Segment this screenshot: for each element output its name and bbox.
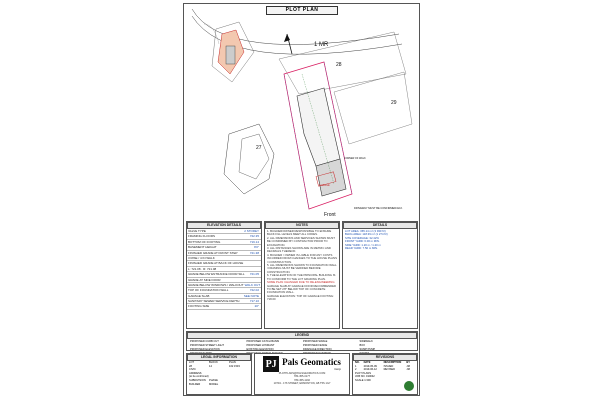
elevation-value <box>243 261 261 265</box>
street-label: 1 MR <box>314 42 329 48</box>
legend-item: PROPOSED STREET LIGHT <box>190 343 224 347</box>
garage-elevation-note: GARAGE ELEVATION: TOP OF GARAGE FOOTING: 718.00 <box>267 293 334 302</box>
neighbour-house-west <box>224 124 274 194</box>
garage-slab-note: GARAGE SLAB AT GARAGE DOOR RECOMMENDED TO BE SET 2'8" BELOW TOP OF CONCRETE FOUNDATION WALL. <box>267 283 337 295</box>
proposed-house <box>297 88 340 166</box>
revision-cell: JM <box>406 368 410 372</box>
lot-number-west: 27 <box>256 145 262 151</box>
elevation-label: 3 RISE / 4 IN WALK <box>188 255 215 260</box>
sheet-title: PLOT PLAN <box>266 6 338 15</box>
legend-item: PROPOSED SWALE <box>303 340 328 343</box>
legal-cell: CIVIC ADDRESS <box>189 368 202 375</box>
revisions-header: REVISIONS <box>353 354 417 361</box>
company-phone: 780-455-3177 <box>293 375 311 379</box>
note-line: 4. BUILDER / OWNER IS LIABLE FOR ANY COSTS INCURRED FROM CHANGES TO THE HOUSE PLANS / CONSTRUCTION. <box>267 252 337 264</box>
revision-cell: REVISED <box>383 368 395 372</box>
lot-number-north: 28 <box>336 62 342 68</box>
elevation-label: BOTTOM OF FOOTING <box>188 239 221 244</box>
revision-cell: ISSUED <box>383 364 394 368</box>
note-line: 5. ALL DIMENSIONS SHOWN TO FOUNDATION WALL / FRAMING MUST BE VERIFIED BEFORE CONSTRUCTION. <box>267 263 337 274</box>
elevation-value <box>223 256 261 260</box>
detail-line: FRONT YARD: 6.00 m MIN. <box>345 239 380 244</box>
legend-item: EXISTING ELEVATION <box>246 347 274 351</box>
detail-line: SITE COVERAGE: 32.42% <box>345 235 379 240</box>
revision-cell: JM <box>406 364 410 368</box>
detail-line: SIDE YARD: 1.20 m / 1.20 m <box>345 242 381 247</box>
legend-item: SIDEWALK <box>359 340 373 343</box>
plot-plan-sheet <box>183 3 420 396</box>
revision-column-header: DESCRIPTION <box>383 361 402 364</box>
elevation-value: 2 STOREY <box>244 229 259 233</box>
job-number: JOB NO. 190042 <box>355 375 375 379</box>
legal-cell <box>209 368 229 375</box>
key-plan <box>204 22 254 82</box>
company-email: PLOTPLANS@PALSGEOMATICS.COM <box>278 372 326 375</box>
note-line: 1. BUILDER/OWNER RESPONSIBLE TO ENSURE BACK FILL LEVELS MEET ALL CODES. <box>267 229 332 237</box>
legend-item: DRAINAGE DIRECTION <box>303 347 332 351</box>
elevation-label: VALVE TYPE <box>188 229 206 233</box>
notes-panel <box>264 221 340 329</box>
detail-line: LOT AREA: 365.14 m² (3 930 ft²) <box>345 229 386 233</box>
elevation-label: FINISHED GRADE AT FRONT STEP <box>188 250 238 255</box>
note-line: 3. ALL DISTANCES SHOWN ARE IN METRIC AND DECIMALS THEREOF. <box>267 246 331 254</box>
elevation-value: 721.05 <box>249 272 259 277</box>
elevation-details-header: ELEVATION DETAILS <box>187 222 261 229</box>
elevation-value: 721.38 <box>249 250 259 255</box>
company-block <box>254 353 350 395</box>
legal-cell <box>229 383 249 387</box>
elevation-value: 719.14 <box>249 239 259 244</box>
legend-item: PROPOSED FENCE <box>303 343 328 347</box>
elevation-value: 722.02 <box>249 288 259 293</box>
legal-information-panel <box>186 353 252 395</box>
revision-column-header: BY <box>406 361 411 364</box>
elevation-label: TOP OF FOUNDATION WALL <box>188 288 229 293</box>
lot-number-east: 29 <box>391 100 397 106</box>
revision-column-header: DATE <box>363 361 371 364</box>
elevation-details-table <box>186 221 262 329</box>
legal-cell: MODEL <box>209 382 219 386</box>
neighbour-lot-east <box>334 72 412 144</box>
elevation-value <box>223 267 261 271</box>
elevation-label: FINISHED GRADE AT BACK OF HOUSE <box>188 261 244 266</box>
elevation-value: 722.35 <box>249 234 259 239</box>
proposed-garage <box>316 159 346 196</box>
legal-cell: PHASE <box>209 378 218 382</box>
company-fax: 780-455-1192 <box>294 378 310 382</box>
legend-item: PROPOSED HYDRANT <box>246 343 275 347</box>
revision-cell: 2 <box>355 368 357 372</box>
legal-cell: BUILDER <box>189 382 201 386</box>
elevation-value: 20" <box>254 304 259 309</box>
elevation-label: L: 721.08 · R: 721.08 <box>188 266 217 271</box>
neighbour-lot-north <box>279 32 406 94</box>
legal-header: LEGAL INFORMATION <box>187 354 251 361</box>
legend-item: BOX <box>359 343 365 347</box>
front-label: Front <box>324 212 336 218</box>
elevation-label: GARAGE SLAB <box>188 293 210 298</box>
elevation-row <box>187 304 261 309</box>
porch-label: CORNER OF WALK <box>344 157 366 160</box>
details-header: DETAILS <box>343 222 417 229</box>
garage-label: GARAGE <box>319 184 330 187</box>
elevation-label: GRADE BELOW ENTRANCE DOOR SILL <box>188 272 245 277</box>
elevation-value: 9'0" <box>254 245 259 250</box>
company-address: 10704 - 176 STREET, EDMONTON, AB T5S 1G7 <box>273 382 331 386</box>
legal-cell: SUBDIVISION <box>189 378 206 382</box>
detail-line: BLDG AREA: 118.39 m² (1 274 ft²) <box>345 232 388 237</box>
elevation-label: GRADE AT SIDE DOOR <box>188 277 221 282</box>
elevation-value: SEE NOTE <box>243 293 259 298</box>
legal-cell: (to be confirmed) <box>189 375 209 379</box>
note-line: 2. ALL DIMENSIONS AND SERVICES SHOWN MUST BE CONFIRMED BY CONTRACTOR PRIOR TO EXCAVATION. <box>267 235 335 247</box>
legal-cell: 28 <box>189 364 192 368</box>
details-panel <box>342 221 418 329</box>
legend-item: PROPOSED CURB CUT <box>190 340 219 343</box>
legend-item: SUMP PUMP <box>359 347 376 351</box>
revision-column-header: NO. <box>355 361 360 364</box>
legend-item: PROPOSED CATCH BASIN <box>246 340 280 343</box>
legal-cell: LOT <box>189 361 195 364</box>
drawn-by: PLOT PLANS <box>355 371 371 375</box>
revision-cell: 2019-06-12 <box>363 368 377 372</box>
elevation-value: WALK OUT <box>244 282 261 287</box>
seal-stamp-icon <box>404 381 414 391</box>
legal-cell: PLAN <box>229 361 236 364</box>
scale: SCALE 1:300 <box>355 378 371 382</box>
driveway-note: DRIVEWAY MUST BE CONFIRMED/ADJ. <box>354 207 403 210</box>
north-arrow-icon <box>284 34 292 54</box>
legend-item: PROPOSED ELEVATION <box>190 347 220 351</box>
elevation-value <box>223 278 261 282</box>
note-line: 6. THE ELEVATION OF THE PRINCIPAL BUILDING IS TO CONFORM TO THE LOT GRADING PLAN. <box>267 273 336 281</box>
elevation-label: BASEMENT HEIGHT <box>188 245 217 250</box>
company-corp: Corp <box>334 366 341 371</box>
notes-warning: SOME PLAN CHANGED DUE TO RE-ENGINEERING <box>267 280 335 285</box>
revisions-panel <box>352 353 418 395</box>
elevation-label: FOOTING SIZE <box>188 304 210 309</box>
elevation-label: GRADE BELOW WINDOWS / WALKOUT <box>188 282 244 287</box>
elevation-value: 717.10 <box>249 299 259 304</box>
revision-cell: 1 <box>355 364 357 368</box>
legal-cell <box>229 368 249 375</box>
detail-line: REAR YARD: 7.50 m MIN. <box>345 246 378 251</box>
elevation-label: FRAMING FLOORS <box>188 234 216 239</box>
notes-header: NOTES <box>265 222 339 229</box>
company-logo-icon: PJ <box>263 356 279 372</box>
revision-cell: 2019-05-09 <box>363 364 377 368</box>
legend-panel <box>186 331 418 351</box>
company-name: Pals Geomatics <box>282 356 341 367</box>
legal-cell: BLOCK <box>209 361 218 364</box>
elevation-label: SANITARY SEWER SERVICE DEPTH <box>188 299 240 304</box>
legal-cell: 14 <box>209 364 212 368</box>
legal-cell: 162 1533 <box>229 364 240 368</box>
plot-plan-drawing <box>184 4 419 219</box>
legend-header: LEGEND <box>187 332 417 339</box>
